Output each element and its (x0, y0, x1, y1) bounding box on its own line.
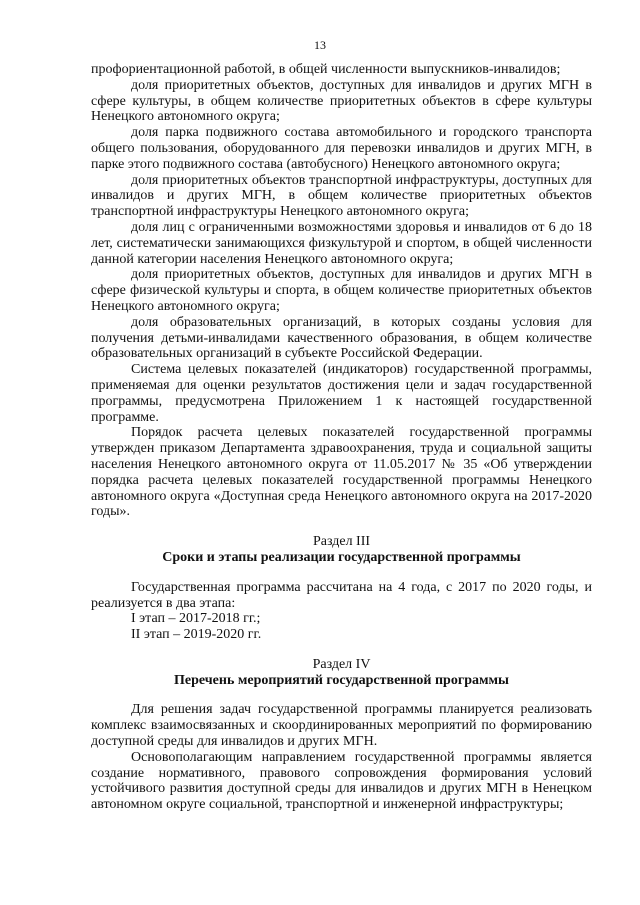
paragraph-culture-objects: доля приоритетных объектов, доступных для инвалидов и других МГН в сфере культуры, в общем количестве приоритетных объектов в сфере культуры Ненецкого автономного округа; (91, 77, 592, 125)
section-4-label: Раздел IV (312, 656, 371, 672)
paragraph-sport-objects: доля приоритетных объектов, доступных для инвалидов и других МГН в сфере физической культуры и спорта, в общем количестве приоритетных объектов Ненецкого автономного округа; (91, 267, 592, 314)
section-4-paragraph-2: Основополагающим направлением государственной программы является создание нормативного, правового сопровождения формирования условий устойчивого развития доступной среды для инвалидов и других МГН в Ненецком автономном округе социальной, транспортной и инженерной инфраструктуры; (91, 749, 592, 813)
stage-1: I этап – 2017-2018 гг.; (131, 611, 261, 627)
paragraph-indicator-system: Система целевых показателей (индикаторов) государственной программы, применяемая для оценки результатов достижения цели и задач государственной программы, предусмотрена Приложением 1 к настоящей государственной программе. (91, 362, 592, 425)
section-3-label: Раздел III (312, 534, 371, 550)
section-3-title: Сроки и этапы реализации государственной программы (162, 549, 521, 565)
stage-2: II этап – 2019-2020 гг. (131, 627, 262, 643)
paragraph-sport-participation: доля лиц с ограниченными возможностями здоровья и инвалидов от 6 до 18 лет, систематически занимающихся физкультурой и спортом, в общей численности данной категории населения Ненецкого автономного округа; (91, 219, 592, 267)
paragraph-transport-fleet: доля парка подвижного состава автомобильного и городского транспорта общего пользования, оборудованного для перевозки инвалидов и других МГН, в парке этого подвижного состава (автобусного) Ненецкого автономного округа; (91, 125, 592, 172)
document-body (91, 62, 592, 813)
paragraph-education-organizations: доля образовательных организаций, в которых созданы условия для получения детьми-инвалидами качественного образования, в общем количестве образовательных организаций в субъекте Российской Федерации. (91, 314, 592, 362)
paragraph-continuation: профориентационной работой, в общей численности выпускников-инвалидов; (91, 62, 561, 77)
section-3-intro: Государственная программа рассчитана на 4 года, с 2017 по 2020 годы, и реализуется в два этапа: (91, 579, 592, 611)
section-4-paragraph-1: Для решения задач государственной программы планируется реализовать комплекс взаимосвязанных и скоординированных мероприятий по формированию доступной среды для инвалидов и других МГН. (91, 702, 592, 750)
paragraph-calculation-order: Порядок расчета целевых показателей государственной программы утвержден приказом Департамента здравоохранения, труда и социальной защиты населения Ненецкого автономного округа от 11.05.2017 № 35 «Об утверждении порядка расчета целевых показателей государственной программы Ненецкого автономного округа «Доступная среда Ненецкого автономного округа на 2017-2020 годы». (91, 425, 592, 520)
paragraph-transport-infrastructure: доля приоритетных объектов транспортной инфраструктуры, доступных для инвалидов и других МГН, в общем количестве приоритетных объектов транспортной инфраструктуры Ненецкого автономного округа; (91, 172, 592, 220)
section-4-title: Перечень мероприятий государственной программы (174, 672, 509, 688)
page-number: 13 (314, 38, 326, 52)
